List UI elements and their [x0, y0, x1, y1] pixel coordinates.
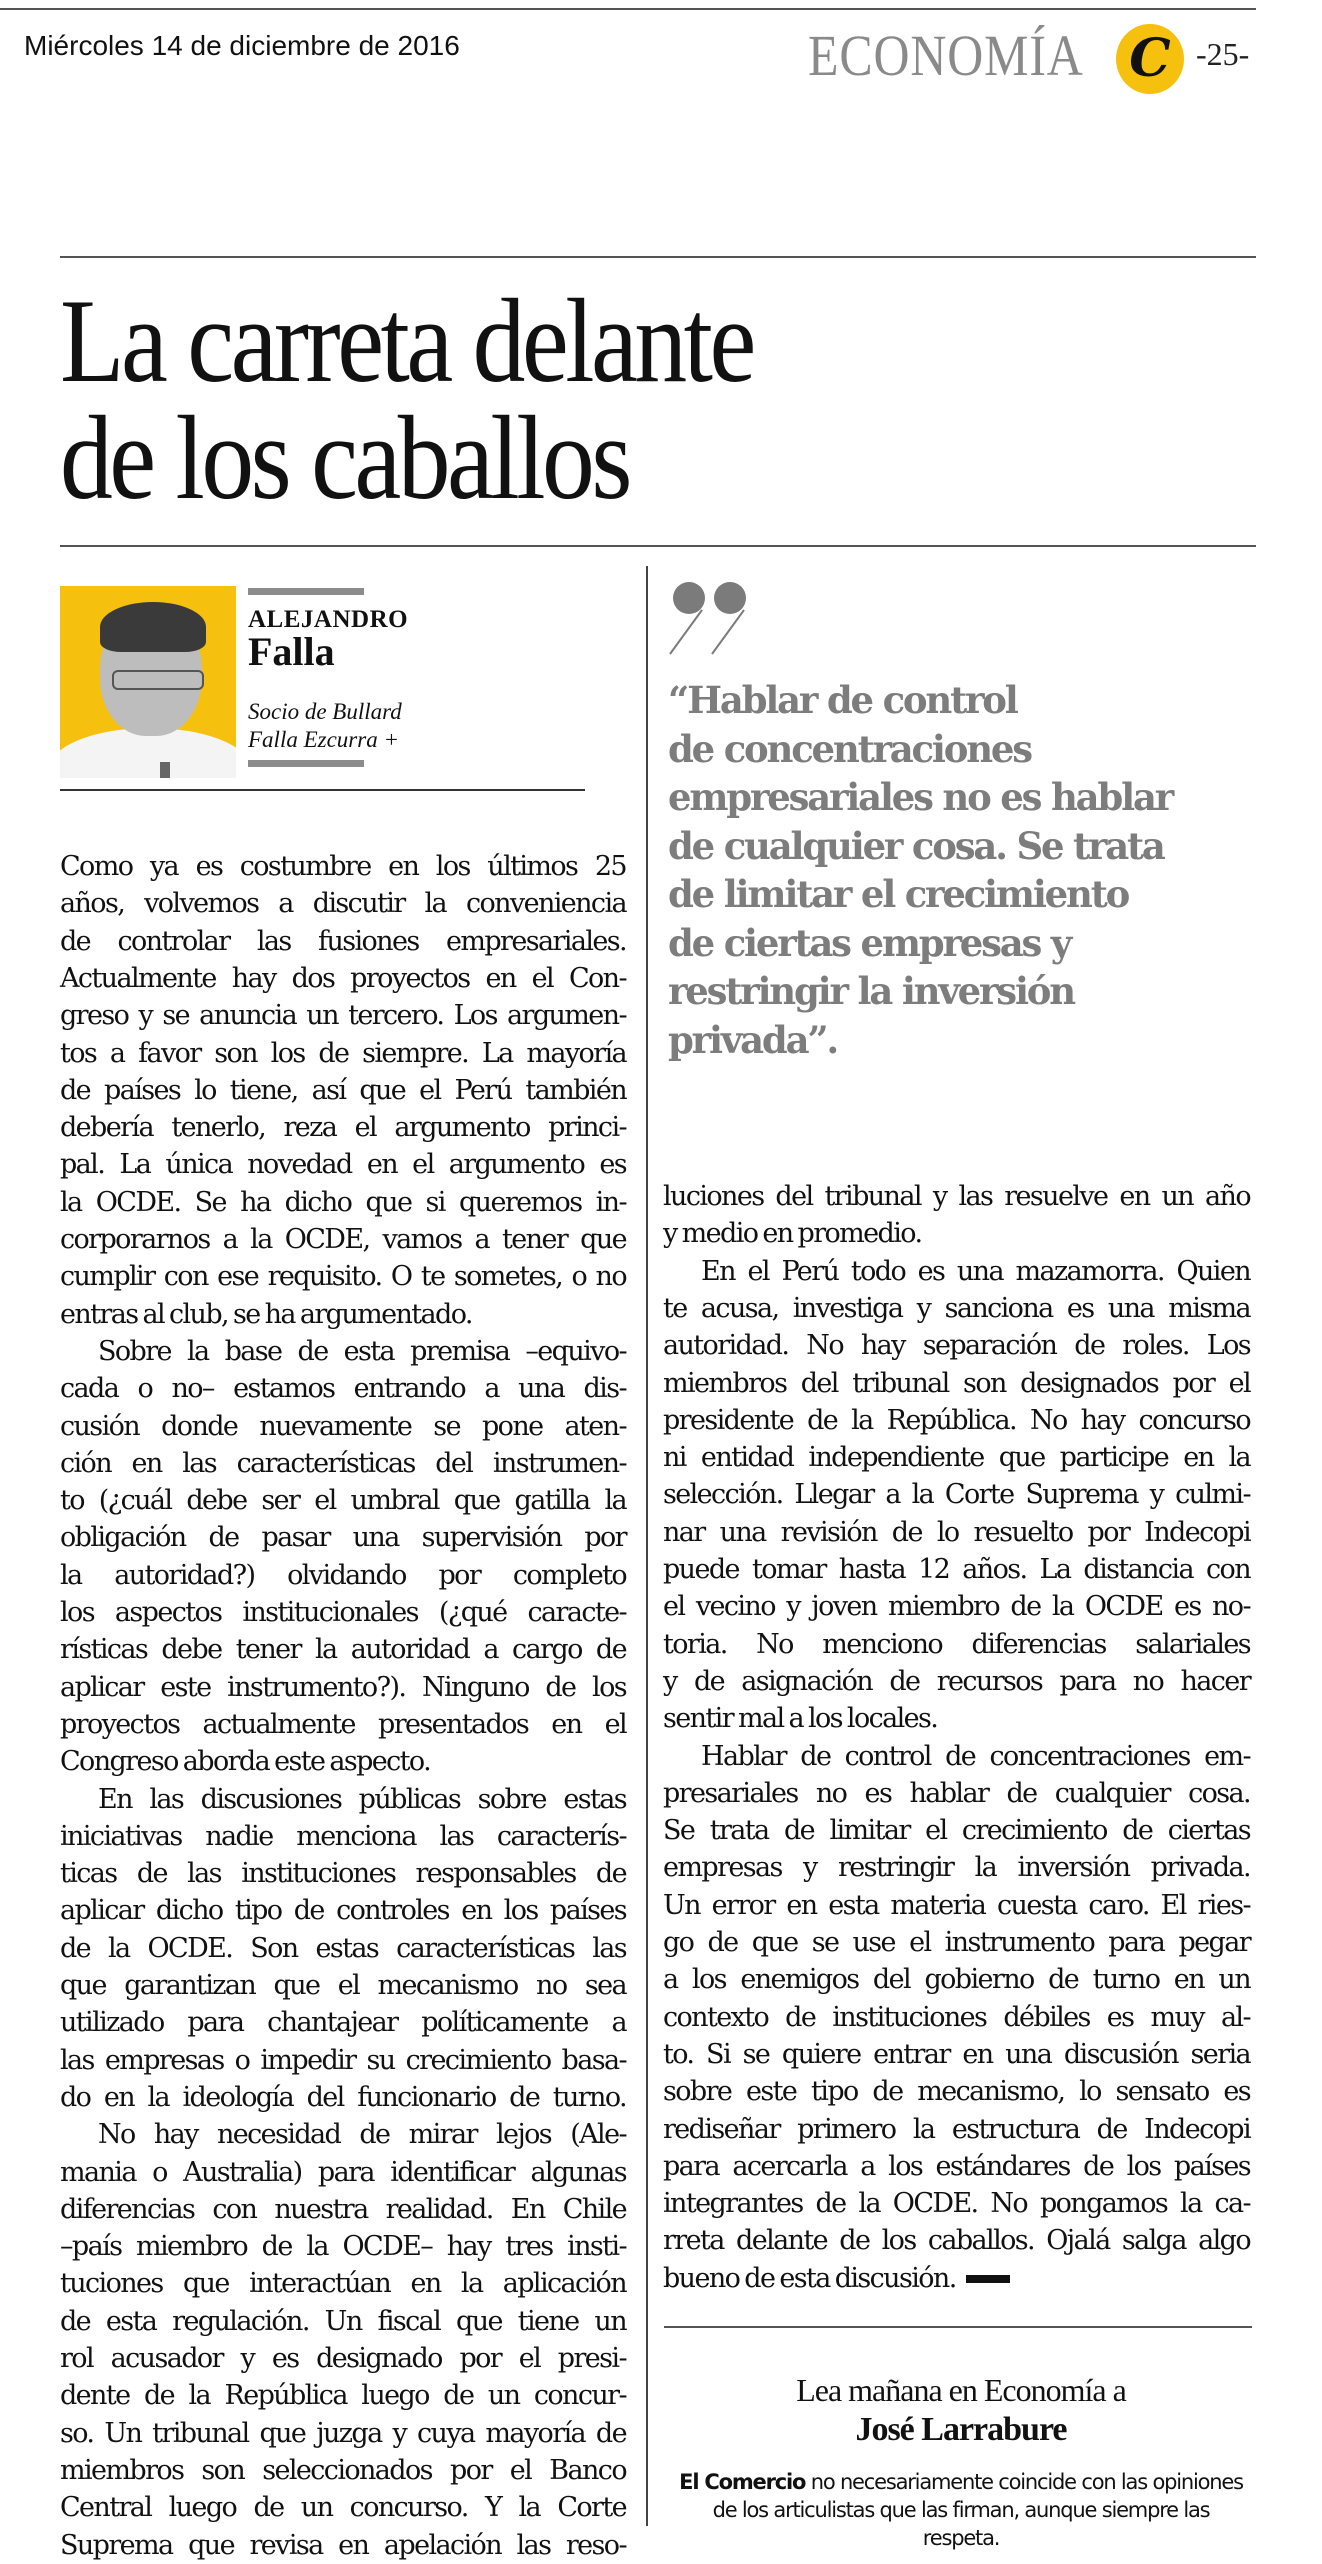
- body-line-text: luciones del tribunal y las resuelve en un año: [663, 1181, 1250, 1212]
- body-line-text: Sobre la base de esta premisa –equivo-: [98, 1335, 626, 1367]
- body-line: [60, 1743, 626, 1780]
- body-line: [60, 1482, 626, 1519]
- pull-quote-line: de cualquier cosa. Se trata: [668, 823, 1164, 868]
- body-line-text: rol acusador y es designado por el presi-: [60, 2343, 626, 2374]
- body-line-text: entras al club, se ha argumentado.: [60, 1298, 472, 1330]
- body-line-text: tuciones que interactúan en la aplicación: [60, 2268, 626, 2300]
- body-line: [60, 1221, 626, 1258]
- body-line-text: Congreso aborda este aspecto.: [60, 1746, 431, 1778]
- body-line-text: que garantizan que el mecanismo no sea: [60, 1970, 626, 2001]
- body-line-text: empresas y restringir la inversión privada.: [663, 1852, 1250, 1884]
- body-line-text: Como ya es costumbre en los últimos 25: [60, 851, 626, 882]
- body-line-text: ticas de las instituciones responsables de: [60, 1858, 626, 1890]
- body-line: [60, 2004, 626, 2041]
- body-line-text: contexto de instituciones débiles es muy al-: [663, 2001, 1250, 2033]
- body-line-text: corporarnos a la OCDE, vamos a tener que: [60, 1224, 626, 1255]
- body-line: [663, 1178, 1250, 1215]
- body-line: [60, 2154, 626, 2191]
- body-line: [60, 1967, 626, 2004]
- body-line-text: y medio en promedio.: [663, 1218, 922, 1250]
- quote-marks-icon: [668, 580, 758, 660]
- page-number: -25-: [1196, 36, 1250, 72]
- body-line: [60, 2489, 626, 2526]
- pull-quote-line: “Hablar de control: [668, 678, 1017, 722]
- body-line: [60, 2452, 626, 2489]
- body-line-text: selección. Llegar a la Corte Suprema y culmi-: [663, 1479, 1250, 1511]
- body-line: [663, 1365, 1250, 1402]
- photo-hair: [100, 602, 206, 652]
- body-line-text: do en la ideología del funcionario de turno.: [60, 2081, 626, 2113]
- headline-line-2: de los caballos: [60, 391, 629, 524]
- body-line: [663, 2036, 1250, 2073]
- body-line: [663, 1700, 1250, 1737]
- body-line: [663, 2222, 1250, 2259]
- body-line-text: mania o Australia) para identificar algunas: [60, 2156, 626, 2188]
- body-line: [663, 1551, 1250, 1588]
- body-line: [60, 2042, 626, 2079]
- body-line: [60, 1669, 626, 1706]
- footer-rule: [664, 2326, 1252, 2328]
- body-line-text: miembros del tribunal son designados por el: [663, 1367, 1250, 1399]
- body-line-text: aplicar dicho tipo de controles en los países: [60, 1895, 626, 1927]
- body-line-text: debería tenerlo, reza el argumento princi-: [60, 1112, 626, 1144]
- body-line: [663, 1215, 1250, 1252]
- body-line: [60, 2527, 626, 2564]
- body-line-text: a los enemigos del gobierno de turno en un: [663, 1964, 1250, 1996]
- body-line-text: la autoridad?) olvidando por completo: [60, 1559, 626, 1591]
- body-line-text: las empresas o impedir su crecimiento basa-: [60, 2044, 626, 2076]
- body-line-text: aplicar este instrumento?). Ninguno de los: [60, 1671, 626, 1703]
- body-line: [60, 885, 626, 922]
- headline: [60, 274, 753, 524]
- body-line-text: dente de la República luego de un concur-: [60, 2380, 626, 2412]
- body-line: [663, 1626, 1250, 1663]
- body-line: [60, 1930, 626, 1967]
- body-line: [663, 1327, 1250, 1364]
- body-line-text: –país miembro de la OCDE– hay tres insti-: [60, 2231, 626, 2263]
- body-line: [663, 1402, 1250, 1439]
- body-line: [60, 1557, 626, 1594]
- body-line-text: rediseñar primero la estructura de Indecopi: [663, 2113, 1250, 2145]
- body-line: [60, 1594, 626, 1631]
- body-line-text: bueno de esta discusión.: [663, 2262, 956, 2294]
- body-line-text: la OCDE. Se ha dicho que si queremos in-: [60, 1186, 626, 1218]
- body-line: [60, 1445, 626, 1482]
- body-line-text: puede tomar hasta 12 años. La distancia con: [663, 1554, 1250, 1585]
- disclaimer-brand: El Comercio: [679, 2470, 806, 2494]
- body-line: [663, 1849, 1250, 1886]
- body-line: [663, 1887, 1250, 1924]
- author-role-line-1: Socio de Bullard: [248, 699, 402, 724]
- header-rule: [60, 256, 1256, 258]
- body-line-text: presariales no es hablar de cualquier cosa.: [663, 1777, 1250, 1809]
- body-line: [663, 2185, 1250, 2222]
- body-line: [663, 1663, 1250, 1700]
- body-line-text: so. Un tribunal que juzga y cuya mayoría de: [60, 2417, 626, 2449]
- top-rule: [0, 8, 1256, 10]
- body-line: [60, 2415, 626, 2452]
- body-line-text: integrantes de la OCDE. No pongamos la ca-: [663, 2188, 1250, 2220]
- body-line-text: iniciativas nadie menciona las caracterís-: [60, 1820, 626, 1852]
- body-line-text: cada o no– estamos entrando a una dis-: [60, 1373, 626, 1405]
- body-line-text: proyectos actualmente presentados en el: [60, 1708, 626, 1740]
- body-line: [60, 2228, 626, 2265]
- body-line-text: Se trata de limitar el crecimiento de ciertas: [663, 1815, 1250, 1847]
- body-line: [60, 923, 626, 960]
- body-line-text: Central luego de un concurso. Y la Corte: [60, 2492, 626, 2524]
- body-line-text: Actualmente hay dos proyectos en el Con-: [60, 962, 626, 994]
- body-line-text: y de asignación de recursos para no hacer: [663, 1665, 1250, 1697]
- body-line: [663, 2073, 1250, 2110]
- body-line: [60, 1184, 626, 1221]
- body-line: [60, 1146, 626, 1183]
- headline-line-1: La carreta delante: [60, 274, 753, 407]
- body-line-text: Hablar de control de concentraciones em-: [701, 1740, 1250, 1772]
- body-line: [60, 1258, 626, 1295]
- pull-quote-line: privada”.: [668, 1017, 838, 1062]
- pull-quote-line: empresariales no es hablar: [668, 775, 1173, 819]
- body-line: [663, 1588, 1250, 1625]
- body-line: [60, 1706, 626, 1743]
- body-line: [60, 1855, 626, 1892]
- body-line-text: de países lo tiene, así que el Perú también: [60, 1074, 626, 1106]
- photo-glasses: [112, 670, 204, 690]
- pull-quote-line: de concentraciones: [668, 726, 1031, 771]
- body-line-text: diferencias con nuestra realidad. En Chile: [60, 2193, 626, 2225]
- body-line-text: Un error en esta materia cuesta caro. El ries-: [663, 1889, 1250, 1921]
- body-line-text: utilizado para chantajear políticamente a: [60, 2007, 626, 2039]
- pull-quote-line: restringir la inversión: [668, 969, 1074, 1013]
- body-line-text: ni entidad independiente que participe en la: [663, 1442, 1250, 1474]
- next-columnist-name: José Larrabure: [855, 2411, 1067, 2448]
- body-line-text: to. Si se quiere entrar en una discusión seria: [663, 2038, 1250, 2070]
- body-line: [60, 1818, 626, 1855]
- body-line-text: No hay necesidad de mirar lejos (Ale-: [98, 2119, 626, 2151]
- body-line-text: Suprema que revisa en apelación las reso-: [60, 2529, 626, 2561]
- body-line: [663, 1775, 1250, 1812]
- author-role: [248, 698, 402, 754]
- body-line: [60, 1408, 626, 1445]
- body-line-text: tos a favor son los de siempre. La mayoría: [60, 1037, 626, 1069]
- body-line-text: pal. La única novedad en el argumento es: [60, 1149, 626, 1181]
- body-line: [60, 960, 626, 997]
- body-line: [663, 1924, 1250, 1961]
- disclaimer-text: no necesariamente coincide con las opiniones de los articulistas que las firman, aunque siempre las respeta.: [712, 2470, 1243, 2550]
- body-line-text: obligación de pasar una supervisión por: [60, 1522, 626, 1554]
- body-line: [60, 1631, 626, 1668]
- author-top-bar: [248, 588, 364, 595]
- body-line-text: cumplir con ese requisito. O te sometes, o no: [60, 1261, 626, 1293]
- author-role-line-2: Falla Ezcurra +: [248, 727, 399, 752]
- body-line-text: nar una revisión de lo resuelto por Indecopi: [663, 1516, 1250, 1548]
- headline-rule: [60, 545, 1256, 547]
- body-line: [60, 1296, 626, 1333]
- body-line: [60, 1781, 626, 1818]
- body-line-text: rreta delante de los caballos. Ojalá salga algo: [663, 2225, 1250, 2257]
- photo-tie: [160, 762, 170, 778]
- next-columnist-box: [672, 2370, 1250, 2450]
- end-of-article-mark: [966, 2275, 1010, 2283]
- author-first-name: ALEJANDRO: [248, 606, 409, 633]
- column-divider: [646, 566, 648, 2526]
- body-line-text: miembros son seleccionados por el Banco: [60, 2454, 626, 2486]
- body-line-text: de esta regulación. Un fiscal que tiene un: [60, 2305, 626, 2337]
- body-line: [663, 1476, 1250, 1513]
- el-comercio-logo: [1116, 24, 1184, 94]
- body-line-text: presidente de la República. No hay concurso: [663, 1404, 1250, 1436]
- body-line: [60, 1035, 626, 1072]
- body-line: [60, 2079, 626, 2116]
- body-line: [60, 1333, 626, 1370]
- body-line-text: para acercarla a los estándares de los países: [663, 2150, 1250, 2182]
- body-line: [60, 997, 626, 1034]
- body-line-text: los aspectos institucionales (¿qué caracte-: [60, 1597, 626, 1628]
- body-line-text: sobre este tipo de mecanismo, lo sensato es: [663, 2076, 1250, 2108]
- body-line: [663, 1999, 1250, 2036]
- body-line: [60, 2191, 626, 2228]
- body-line: [60, 2303, 626, 2340]
- body-line-text: sentir mal a los locales.: [663, 1703, 938, 1735]
- body-line-text: autoridad. No hay separación de roles. Los: [663, 1330, 1250, 1362]
- body-line-text: años, volvemos a discutir la conveniencia: [60, 888, 626, 920]
- body-line-text: ción en las características del instrumen-: [60, 1447, 626, 1479]
- body-line: [60, 1072, 626, 1109]
- body-line: [663, 1253, 1250, 1290]
- body-line-text: to (¿cuál debe ser el umbral que gatilla la: [60, 1485, 626, 1517]
- body-line: [663, 2260, 1250, 2297]
- body-line: [663, 1439, 1250, 1476]
- pull-quote-line: de ciertas empresas y: [668, 920, 1071, 965]
- body-line-text: te acusa, investiga y sanciona es una misma: [663, 1292, 1250, 1324]
- body-line: [60, 848, 626, 885]
- body-line-text: greso y se anuncia un tercero. Los argumen-: [60, 1000, 626, 1032]
- body-line: [663, 2148, 1250, 2185]
- body-line-text: de la OCDE. Son estas características las: [60, 1932, 626, 1964]
- body-line: [60, 2116, 626, 2153]
- body-line: [60, 1370, 626, 1407]
- issue-date: Miércoles 14 de diciembre de 2016: [24, 30, 460, 61]
- pull-quote: [668, 676, 1172, 1064]
- body-line: [663, 1290, 1250, 1327]
- body-line-text: toria. No menciono diferencias salariales: [663, 1628, 1250, 1660]
- body-line-text: go de que se use el instrumento para pegar: [663, 1927, 1250, 1958]
- body-line: [663, 1514, 1250, 1551]
- disclaimer: [672, 2468, 1250, 2552]
- section-title: ECONOMÍA: [808, 23, 1084, 88]
- body-line-text: el vecino y joven miembro de la OCDE es no-: [663, 1591, 1250, 1623]
- body-line-text: En el Perú todo es una mazamorra. Quien: [701, 1255, 1250, 1287]
- body-line-text: de controlar las fusiones empresariales.: [60, 925, 626, 957]
- body-line-text: En las discusiones públicas sobre estas: [98, 1783, 626, 1815]
- body-line: [60, 1892, 626, 1929]
- author-rule: [60, 789, 585, 791]
- body-line: [663, 1738, 1250, 1775]
- body-line: [60, 2340, 626, 2377]
- author-photo: [60, 586, 236, 778]
- author-bottom-bar: [248, 760, 364, 767]
- author-last-name: Falla: [248, 629, 335, 674]
- pull-quote-line: de limitar el crecimiento: [668, 872, 1129, 916]
- next-columnist-intro: Lea mañana en Economía a: [796, 2372, 1126, 2408]
- body-line: [663, 2111, 1250, 2148]
- body-line-text: cusión donde nuevamente se pone aten-: [60, 1410, 626, 1442]
- body-line: [60, 1109, 626, 1146]
- body-line: [663, 1961, 1250, 1998]
- body-line: [60, 1519, 626, 1556]
- body-line-text: rísticas debe tener la autoridad a cargo de: [60, 1634, 626, 1666]
- body-line: [663, 1812, 1250, 1849]
- body-line: [60, 2265, 626, 2302]
- logo-c-icon: C: [1129, 28, 1171, 89]
- body-line: [60, 2377, 626, 2414]
